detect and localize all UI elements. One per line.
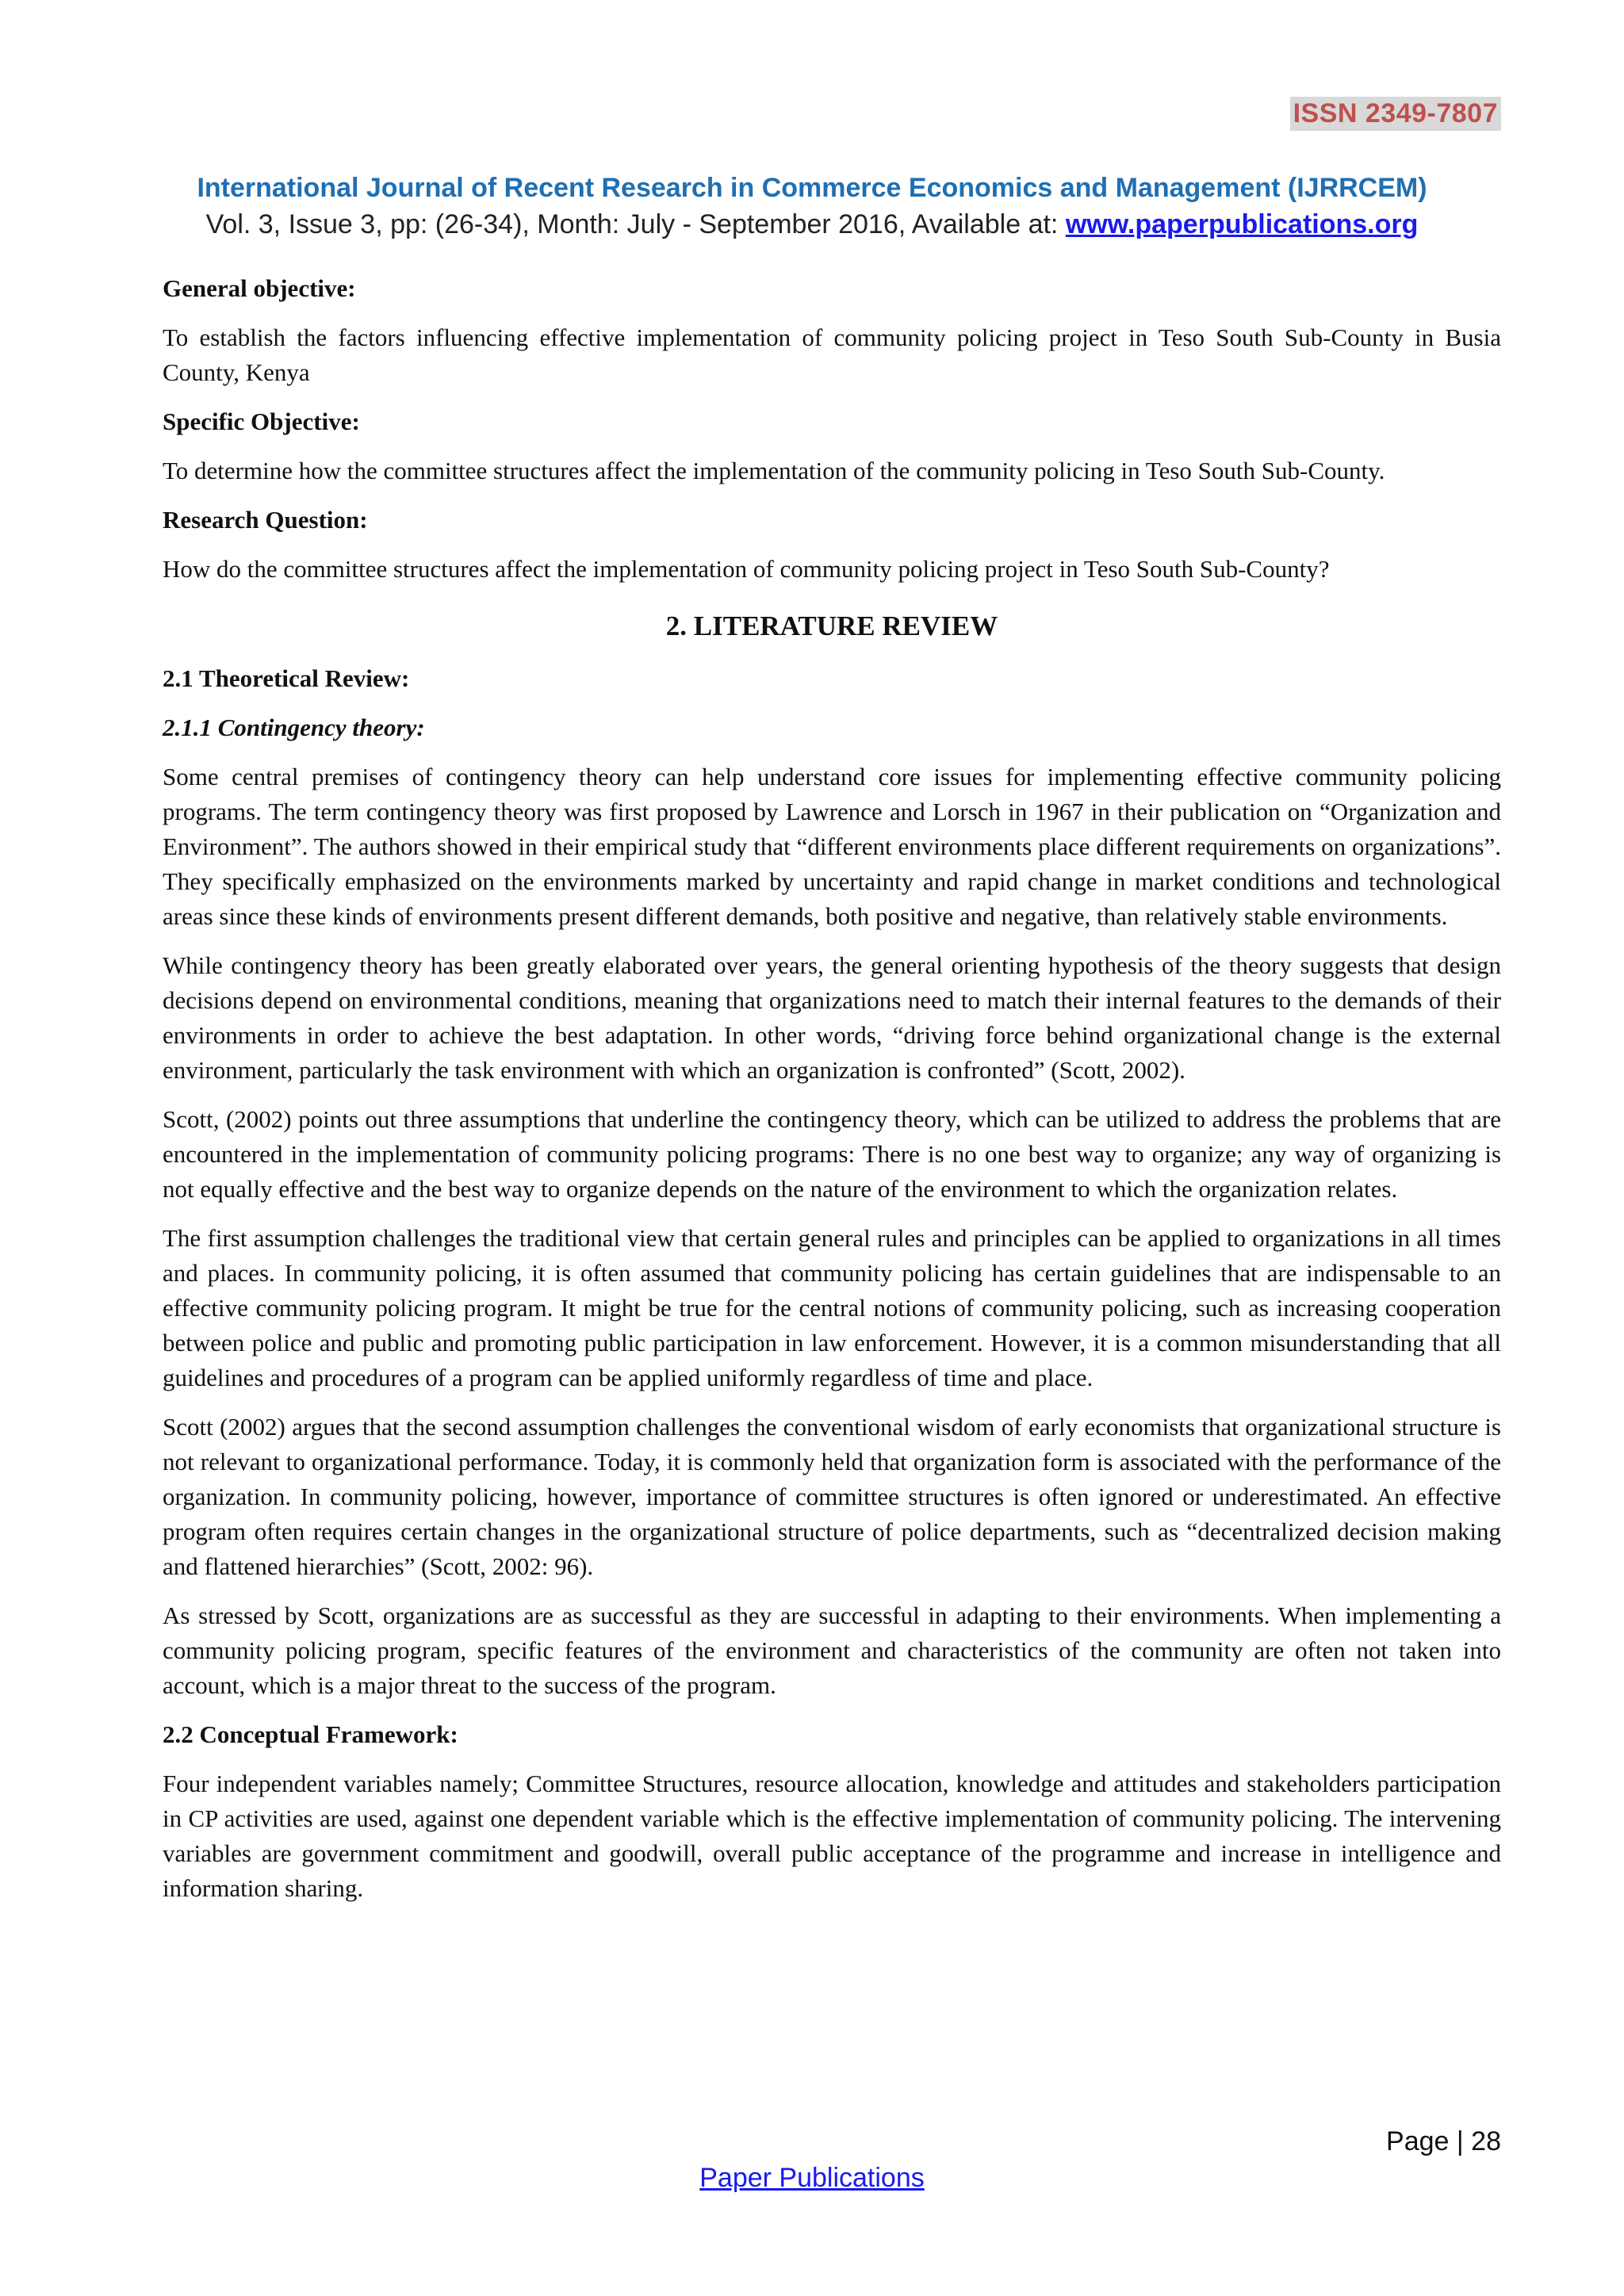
contingency-theory-heading: 2.1.1 Contingency theory: — [163, 714, 425, 741]
paragraph: As stressed by Scott, organizations are as successful as they are successful in adapting to their environments. When implementing a community policing program, specific features of the environment and characteristics of the community are often not taken into account, which is a major threat to the success of the program. — [163, 1601, 1501, 1699]
specific-objective-heading: Specific Objective: — [163, 408, 360, 435]
paragraph: Scott, (2002) points out three assumptions that underline the contingency theory, which can be utilized to address the problems that are encountered in the implementation of community policing programs: There is no one best way to organize; any way of organizing is not equally effective and the best way to organize depends on the nature of the environment to which the organization relates. — [163, 1105, 1501, 1203]
research-question-heading: Research Question: — [163, 506, 368, 534]
general-objective-heading: General objective: — [163, 274, 356, 302]
paragraph: The first assumption challenges the traditional view that certain general rules and principles can be applied to organizations in all times and places. In community policing, it is often assumed that community policing has certain guidelines that are indispensable to an effective community policing program. It might be true for the central notions of community policing, such as increasing cooperation between police and public and promoting public participation in law enforcement. However, it is a common misunderstanding that all guidelines and procedures of a program can be applied uniformly regardless of time and place. — [163, 1224, 1501, 1391]
issn-label: ISSN 2349-7807 — [1290, 97, 1501, 131]
theoretical-review-heading: 2.1 Theoretical Review: — [163, 664, 410, 692]
article-body — [163, 271, 1501, 1920]
research-question-text: How do the committee structures affect the implementation of community policing project in Teso South Sub-County? — [163, 555, 1330, 583]
paragraph: Scott (2002) argues that the second assumption challenges the conventional wisdom of early economists that organizational structure is not relevant to organizational performance. Today, it is commonly held that organization form is associated with the performance of the organization. In community policing, however, importance of committee structures is often ignored or underestimated. An effective program often requires certain changes in the organizational structure of police departments, such as “decentralized decision making and flattened hierarchies” (Scott, 2002: 96). — [163, 1413, 1501, 1580]
paragraph: While contingency theory has been greatly elaborated over years, the general orienting hypothesis of the theory suggests that design decisions depend on environmental conditions, meaning that organizations need to match their internal features to the demands of their environments in order to achieve the best adaptation. In other words, “driving force behind organizational change is the external environment, particularly the task environment with which an organization is confronted” (Scott, 2002). — [163, 951, 1501, 1084]
page-number: Page | 28 — [1386, 2126, 1501, 2156]
journal-info-text: Vol. 3, Issue 3, pp: (26-34), Month: July - September 2016, Available at: — [205, 209, 1066, 239]
specific-objective-text: To determine how the committee structures affect the implementation of the community policing in Teso South Sub-County. — [163, 457, 1385, 484]
paragraph: Some central premises of contingency theory can help understand core issues for implementing effective community policing programs. The term contingency theory was first proposed by Lawrence and Lorsch in 1967 in their publication on “Organization and Environment”. The authors showed in their empirical study that “different environments place different requirements on organizations”. They specifically emphasized on the environments marked by uncertainty and rapid change in market conditions and technological areas since these kinds of environments present different demands, both positive and negative, than relatively stable environments. — [163, 763, 1501, 930]
general-objective-text: To establish the factors influencing effective implementation of community policing project in Teso South Sub-County in Busia County, Kenya — [163, 323, 1501, 386]
journal-link[interactable]: www.paperpublications.org — [1065, 209, 1419, 239]
publisher-link[interactable]: Paper Publications — [699, 2163, 925, 2193]
journal-info — [0, 209, 1624, 240]
journal-title: International Journal of Recent Research in Commerce Economics and Management (IJRRCEM) — [197, 173, 1427, 203]
section-title: 2. LITERATURE REVIEW — [665, 610, 998, 641]
conceptual-framework-text: Four independent variables namely; Committee Structures, resource allocation, knowledge and attitudes and stakeholders participation in CP activities are used, against one dependent variable which is the effective implementation of community policing. The intervening variables are government commitment and goodwill, overall public acceptance of the programme and increase in intelligence and information sharing. — [163, 1770, 1501, 1902]
conceptual-framework-heading: 2.2 Conceptual Framework: — [163, 1720, 458, 1748]
